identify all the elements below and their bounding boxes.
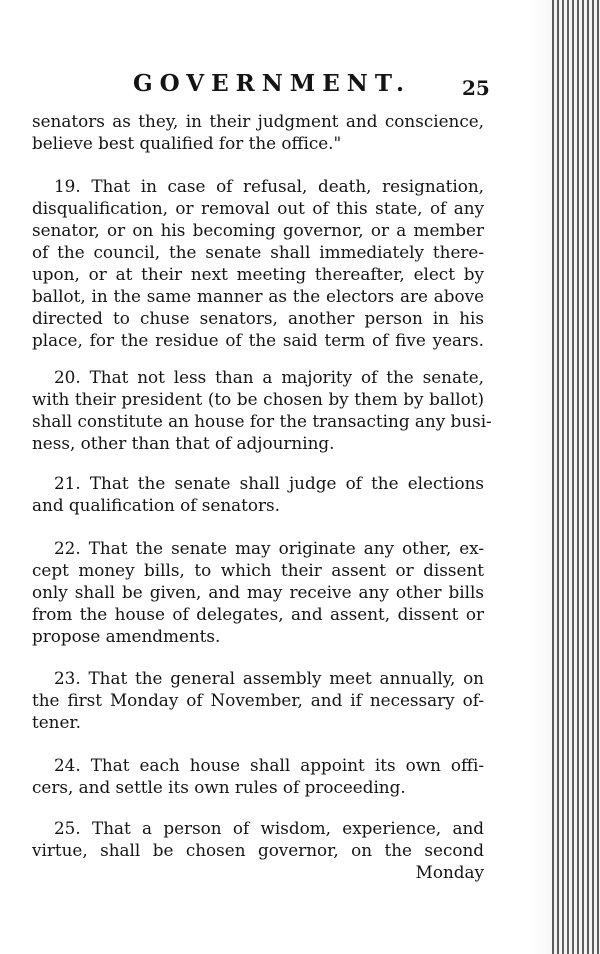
text-line: shall constitute an house for the transacting any busi- [32,411,492,431]
text-line: disqualification, or removal out of this state, of any [32,198,484,218]
catchword: Monday [415,862,484,882]
text-line: propose amendments. [32,626,221,646]
text-line: cept money bills, to which their assent or dissent [32,560,484,580]
text-line: and qualification of senators. [32,495,280,515]
text-line: only shall be given, and may receive any other bills [32,582,484,602]
text-line: cers, and settle its own rules of proceeding. [32,777,406,797]
text-line: 24. That each house shall appoint its own offi- [54,755,484,775]
text-line: ballot, in the same manner as the electors are above [32,286,484,306]
running-head: GOVERNMENT. [133,70,411,97]
text-line: the first Monday of November, and if necessary of- [32,690,484,710]
text-line: virtue, shall be chosen governor, on the second [32,840,484,860]
page-number: 25 [462,76,490,100]
text-line: upon, or at their next meeting thereafter, elect by [32,264,484,284]
text-line: 21. That the senate shall judge of the elections [54,473,484,493]
text-line: from the house of delegates, and assent, dissent or [32,604,484,624]
text-line: place, for the residue of the said term of five years. [32,330,484,350]
text-line: 25. That a person of wisdom, experience, and [54,818,484,838]
text-line: 23. That the general assembly meet annually, on [54,668,484,688]
text-line: with their president (to be chosen by them by ballot) [32,389,484,409]
page-edge [552,0,600,954]
text-line: 19. That in case of refusal, death, resignation, [54,176,484,196]
text-line: directed to chuse senators, another person in his [32,308,484,328]
text-line: senators as they, in their judgment and conscience, [32,111,484,131]
text-line: 22. That the senate may originate any other, ex- [54,538,484,558]
text-line: ness, other than that of adjourning. [32,433,335,453]
text-line: tener. [32,712,81,732]
text-line: senator, or on his becoming governor, or a member [32,220,484,240]
text-line: of the council, the senate shall immediately there- [32,242,484,262]
text-line: believe best qualified for the office." [32,133,342,153]
text-line: 20. That not less than a majority of the senate, [54,367,484,387]
